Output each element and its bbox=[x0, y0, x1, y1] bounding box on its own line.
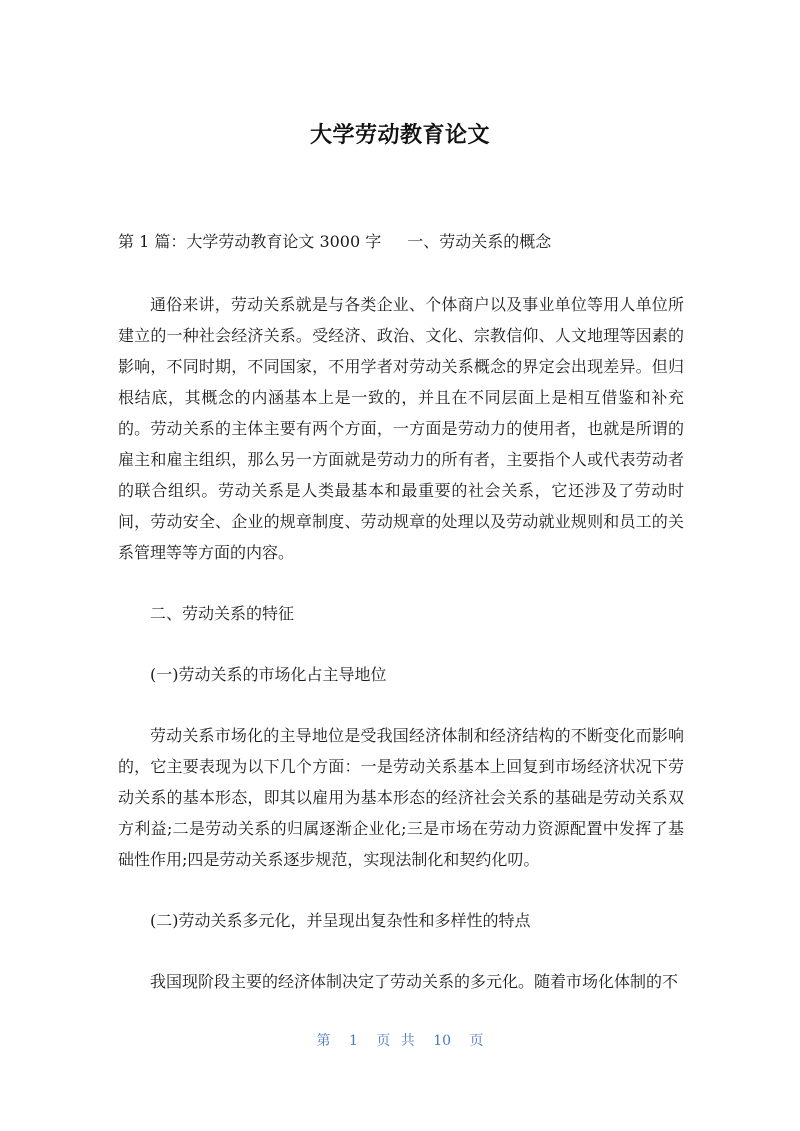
document-title: 大学劳动教育论文 bbox=[309, 123, 490, 148]
paragraph-1: 通俗来讲，劳动关系就是与各类企业、个体商户以及事业单位等用人单位所建立的一种社会经济关系。受经济、政治、文化、宗教信仰、人文地理等因素的影响，不同时期，不同国家，不用学者对劳动关系概念的界定会出现差异。但归根结底，其概念的内涵基本上是一致的，并且在不同层面上是相互借鉴和补充的。劳动关系的主体主要有两个方面，一方面是劳动力的使用者，也就是所谓的雇主和雇主组织，那么另一方面就是劳动力的所有者，主要指个人或代表劳动者的联合组织。劳动关系是人类最基本和最重要的社会关系，它还涉及了劳动时间，劳动安全、企业的规章制度、劳动规章的处理以及劳动就业规则和员工的关系管理等等方面的内容。 bbox=[118, 295, 684, 562]
section-heading-2: 二、劳动关系的特征 bbox=[150, 604, 295, 623]
footer-mid: 页 共 bbox=[376, 1033, 415, 1049]
article-heading-prefix: 第 1 篇：大学劳动教育论文 3000 字 bbox=[118, 232, 382, 251]
footer-prefix: 第 bbox=[316, 1033, 331, 1049]
article-heading bbox=[118, 226, 684, 257]
paragraph-2: 劳动关系市场化的主导地位是受我国经济体制和经济结构的不断变化而影响的，它主要表现为以下几个方面：一是劳动关系基本上回复到市场经济状况下劳动关系的基本形态，即其以雇用为基本形态的经济社会关系的基础是劳动关系双方利益;二是劳动关系的归属逐渐企业化;三是市场在劳动力资源配置中发挥了基础性作用;四是劳动关系逐步规范，实现法制化和契约化叨。 bbox=[118, 726, 684, 869]
footer-current-page: 1 bbox=[348, 1033, 358, 1049]
footer-suffix: 页 bbox=[469, 1033, 484, 1049]
paragraph-3: 我国现阶段主要的经济体制决定了劳动关系的多元化。随着市场化体制的不 bbox=[150, 972, 679, 991]
document-body bbox=[118, 226, 684, 997]
subsection-heading-2: (二)劳动关系多元化，并呈现出复杂性和多样性的特点 bbox=[150, 911, 531, 930]
subsection-heading-1: (一)劳动关系的市场化占主导地位 bbox=[150, 665, 387, 684]
section-heading-1: 一、劳动关系的概念 bbox=[407, 232, 552, 251]
footer-total-pages: 10 bbox=[433, 1033, 452, 1049]
page-footer bbox=[0, 1030, 800, 1050]
